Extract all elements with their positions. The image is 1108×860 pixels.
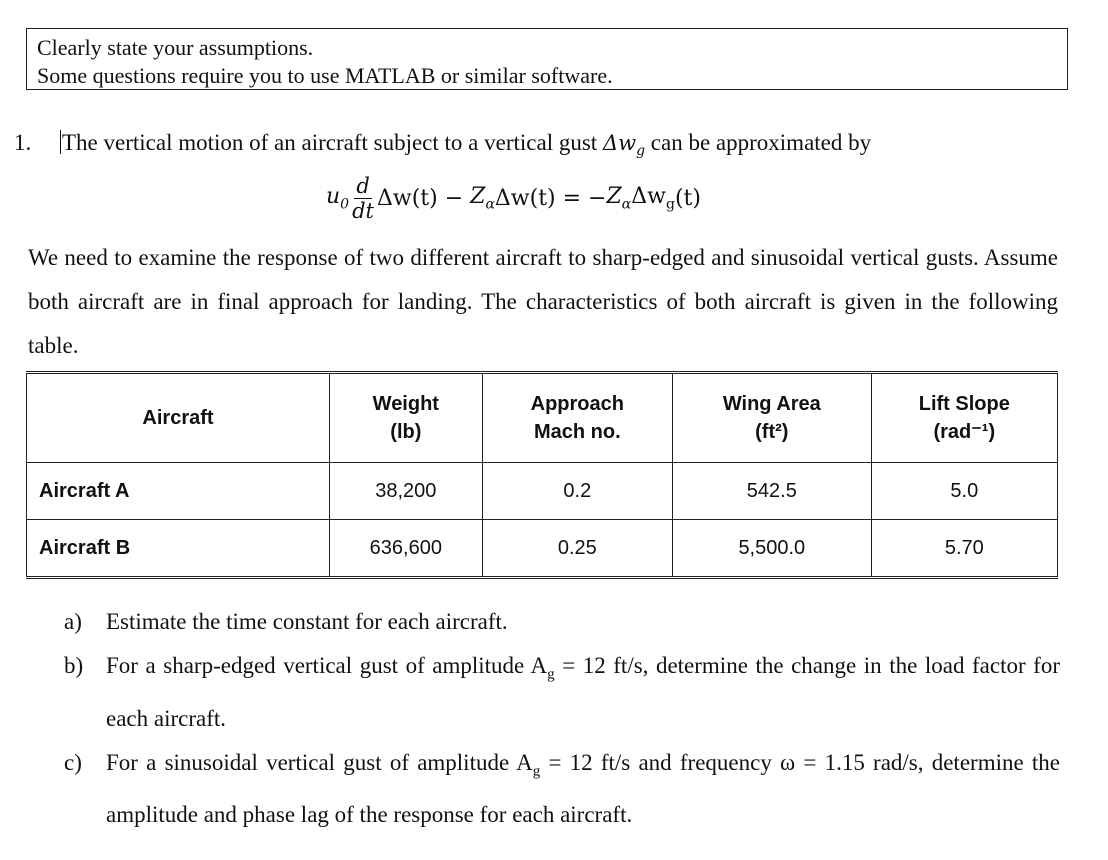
part-label: c) bbox=[64, 749, 82, 775]
table-row bbox=[27, 463, 1058, 520]
part-text: For a sinusoidal vertical gust of amplitude $A_g = 12$ ft/s and frequency ω = 1.15 rad/s, determine the amplitude and phase lag of the response for each aircraft. bbox=[106, 749, 1060, 828]
header-aircraft: Aircraft bbox=[27, 373, 330, 463]
cell-wing-area: 542.5 bbox=[672, 463, 871, 520]
cell-weight: 636,600 bbox=[330, 520, 483, 578]
eq-derivative: $\frac{d}{dt}$ bbox=[352, 173, 374, 223]
cell-aircraft: Aircraft A bbox=[27, 463, 330, 520]
part-label: a) bbox=[64, 609, 82, 634]
cell-lift-slope: 5.70 bbox=[871, 520, 1057, 578]
cell-mach: 0.25 bbox=[482, 520, 672, 578]
part-a bbox=[64, 600, 1060, 644]
part-c bbox=[64, 741, 1060, 838]
eq-term4: (t) bbox=[674, 185, 701, 211]
question-number: 1. bbox=[14, 130, 32, 155]
part-label: b) bbox=[64, 653, 84, 678]
question-parts bbox=[64, 600, 1060, 837]
header-weight: Weight (lb) bbox=[330, 373, 483, 463]
eq-term3: $\Delta w_g$ bbox=[631, 183, 675, 213]
cell-aircraft: Aircraft B bbox=[27, 520, 330, 578]
eq-z2: $Z_\alpha$ bbox=[606, 183, 632, 213]
part-b bbox=[64, 644, 1060, 741]
table-header-row bbox=[27, 373, 1058, 463]
part-text: For a sharp-edged vertical gust of amplitude $A_g = 12$ ft/s, determine the change in the load factor for each aircraft. bbox=[106, 653, 1060, 731]
gust-symbol: $\Delta w_g$ bbox=[602, 131, 646, 160]
aircraft-table bbox=[26, 371, 1058, 579]
cell-lift-slope: 5.0 bbox=[871, 463, 1057, 520]
notice-line-2: Some questions require you to use MATLAB or similar software. bbox=[37, 63, 613, 88]
eq-term2: Δw(t) = − bbox=[494, 185, 607, 211]
header-wing-area: Wing Area (ft²) bbox=[672, 373, 871, 463]
intro-text-before: The vertical motion of an aircraft subject to a vertical gust bbox=[62, 130, 603, 155]
part-text: Estimate the time constant for each aircraft. bbox=[106, 609, 508, 634]
question-intro bbox=[14, 130, 871, 159]
header-lift-slope: Lift Slope (rad⁻¹) bbox=[871, 373, 1057, 463]
table-row bbox=[27, 520, 1058, 578]
cell-mach: 0.2 bbox=[482, 463, 672, 520]
motion-equation bbox=[326, 165, 701, 231]
text-cursor bbox=[60, 130, 61, 154]
cell-wing-area: 5,500.0 bbox=[672, 520, 871, 578]
eq-term1: Δw(t) − bbox=[376, 185, 471, 211]
header-approach-mach: Approach Mach no. bbox=[482, 373, 672, 463]
notice-line-1: Clearly state your assumptions. bbox=[37, 35, 314, 60]
cell-weight: 38,200 bbox=[330, 463, 483, 520]
problem-paragraph: We need to examine the response of two different aircraft to sharp-edged and sinusoidal vertical gusts. Assume both aircraft are in final approach for landing. The characteristics of both aircraft is given in the following table. bbox=[28, 245, 1058, 358]
eq-u: $u_0$ bbox=[326, 183, 350, 213]
intro-text-after: can be approximated by bbox=[645, 130, 872, 155]
assumptions-notice-box bbox=[26, 28, 1068, 90]
eq-z1: $Z_\alpha$ bbox=[470, 183, 495, 213]
